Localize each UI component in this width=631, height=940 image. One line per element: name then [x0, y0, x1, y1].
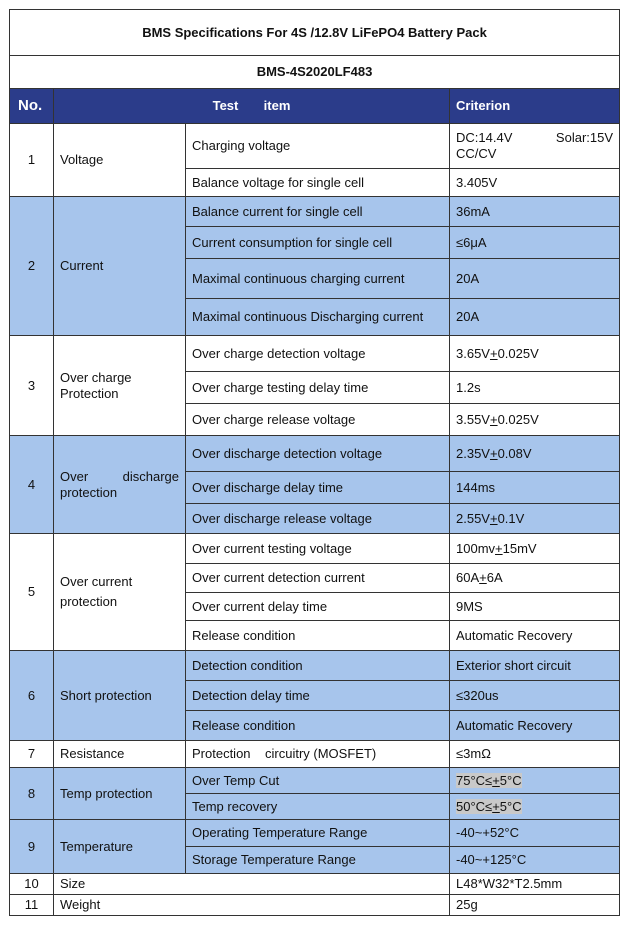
criterion-value: 50°C≤+5°C [450, 794, 620, 820]
table-row [10, 741, 620, 768]
row-number: 5 [10, 534, 54, 651]
table-row [10, 768, 620, 794]
test-category: Over discharge protection [54, 436, 186, 534]
test-item: Over discharge delay time [186, 472, 450, 504]
header-criterion: Criterion [450, 89, 620, 124]
test-item: Maximal continuous charging current [186, 259, 450, 299]
row-number: 1 [10, 124, 54, 197]
test-category: Temp protection [54, 768, 186, 820]
test-category: Current [54, 197, 186, 336]
table-row [10, 197, 620, 227]
test-item: Temp recovery [186, 794, 450, 820]
spec-table [9, 9, 620, 916]
test-category: Weight [54, 895, 450, 916]
criterion-value: Exterior short circuit [450, 651, 620, 681]
test-item: Over Temp Cut [186, 768, 450, 794]
criterion-value: 1.2s [450, 372, 620, 404]
row-number: 2 [10, 197, 54, 336]
criterion-value: -40~+52°C [450, 820, 620, 847]
test-item: Detection delay time [186, 681, 450, 711]
model-number: BMS-4S2020LF483 [10, 56, 620, 89]
test-item: Storage Temperature Range [186, 847, 450, 874]
test-item: Detection condition [186, 651, 450, 681]
table-row [10, 895, 620, 916]
header-row [10, 89, 620, 124]
header-no: No. [10, 89, 54, 124]
row-number: 11 [10, 895, 54, 916]
criterion-value: 75°C≤+5°C [450, 768, 620, 794]
criterion-value: 36mA [450, 197, 620, 227]
row-number: 8 [10, 768, 54, 820]
criterion-value: 100mv+15mV [450, 534, 620, 564]
criterion-value: Automatic Recovery [450, 621, 620, 651]
test-item: Current consumption for single cell [186, 227, 450, 259]
table-row [10, 436, 620, 472]
criterion-value: 2.55V+0.1V [450, 504, 620, 534]
criterion-value: 2.35V+0.08V [450, 436, 620, 472]
test-item: Over discharge detection voltage [186, 436, 450, 472]
test-category: Short protection [54, 651, 186, 741]
criterion-value: DC:14.4V Solar:15V CC/CV [450, 124, 620, 169]
criterion-value: 3.65V+0.025V [450, 336, 620, 372]
test-item: Release condition [186, 621, 450, 651]
criterion-value: ≤320us [450, 681, 620, 711]
test-item: Balance voltage for single cell [186, 169, 450, 197]
test-item: Over current testing voltage [186, 534, 450, 564]
header-test-item: Test item [54, 89, 450, 124]
test-item: Maximal continuous Discharging current [186, 299, 450, 336]
row-number: 7 [10, 741, 54, 768]
test-item: Charging voltage [186, 124, 450, 169]
test-item: Over current detection current [186, 564, 450, 593]
criterion-value: 60A+6A [450, 564, 620, 593]
criterion-value: ≤3mΩ [450, 741, 620, 768]
table-row [10, 336, 620, 372]
test-category: Over charge Protection [54, 336, 186, 436]
test-item: Over current delay time [186, 593, 450, 621]
row-number: 6 [10, 651, 54, 741]
criterion-value: 3.405V [450, 169, 620, 197]
row-number: 4 [10, 436, 54, 534]
table-row [10, 651, 620, 681]
test-category: Temperature [54, 820, 186, 874]
table-row [10, 534, 620, 564]
table-row [10, 124, 620, 169]
criterion-value: 144ms [450, 472, 620, 504]
row-number: 10 [10, 874, 54, 895]
row-number: 3 [10, 336, 54, 436]
criterion-value: 20A [450, 299, 620, 336]
test-item: Over discharge release voltage [186, 504, 450, 534]
table-row [10, 820, 620, 847]
criterion-value: 3.55V+0.025V [450, 404, 620, 436]
test-item: Release condition [186, 711, 450, 741]
criterion-value: 20A [450, 259, 620, 299]
test-item: Operating Temperature Range [186, 820, 450, 847]
criterion-value: 25g [450, 895, 620, 916]
criterion-value: L48*W32*T2.5mm [450, 874, 620, 895]
row-number: 9 [10, 820, 54, 874]
criterion-value: 9MS [450, 593, 620, 621]
test-item: Over charge detection voltage [186, 336, 450, 372]
document-title: BMS Specifications For 4S /12.8V LiFePO4 Battery Pack [10, 10, 620, 56]
test-category: Voltage [54, 124, 186, 197]
test-category: Resistance [54, 741, 186, 768]
criterion-value: ≤6μA [450, 227, 620, 259]
test-item: Protection circuitry (MOSFET) [186, 741, 450, 768]
test-item: Balance current for single cell [186, 197, 450, 227]
criterion-value: Automatic Recovery [450, 711, 620, 741]
table-row [10, 874, 620, 895]
criterion-value: -40~+125°C [450, 847, 620, 874]
test-item: Over charge release voltage [186, 404, 450, 436]
test-item: Over charge testing delay time [186, 372, 450, 404]
test-category: Size [54, 874, 450, 895]
test-category: Over current protection [54, 534, 186, 651]
